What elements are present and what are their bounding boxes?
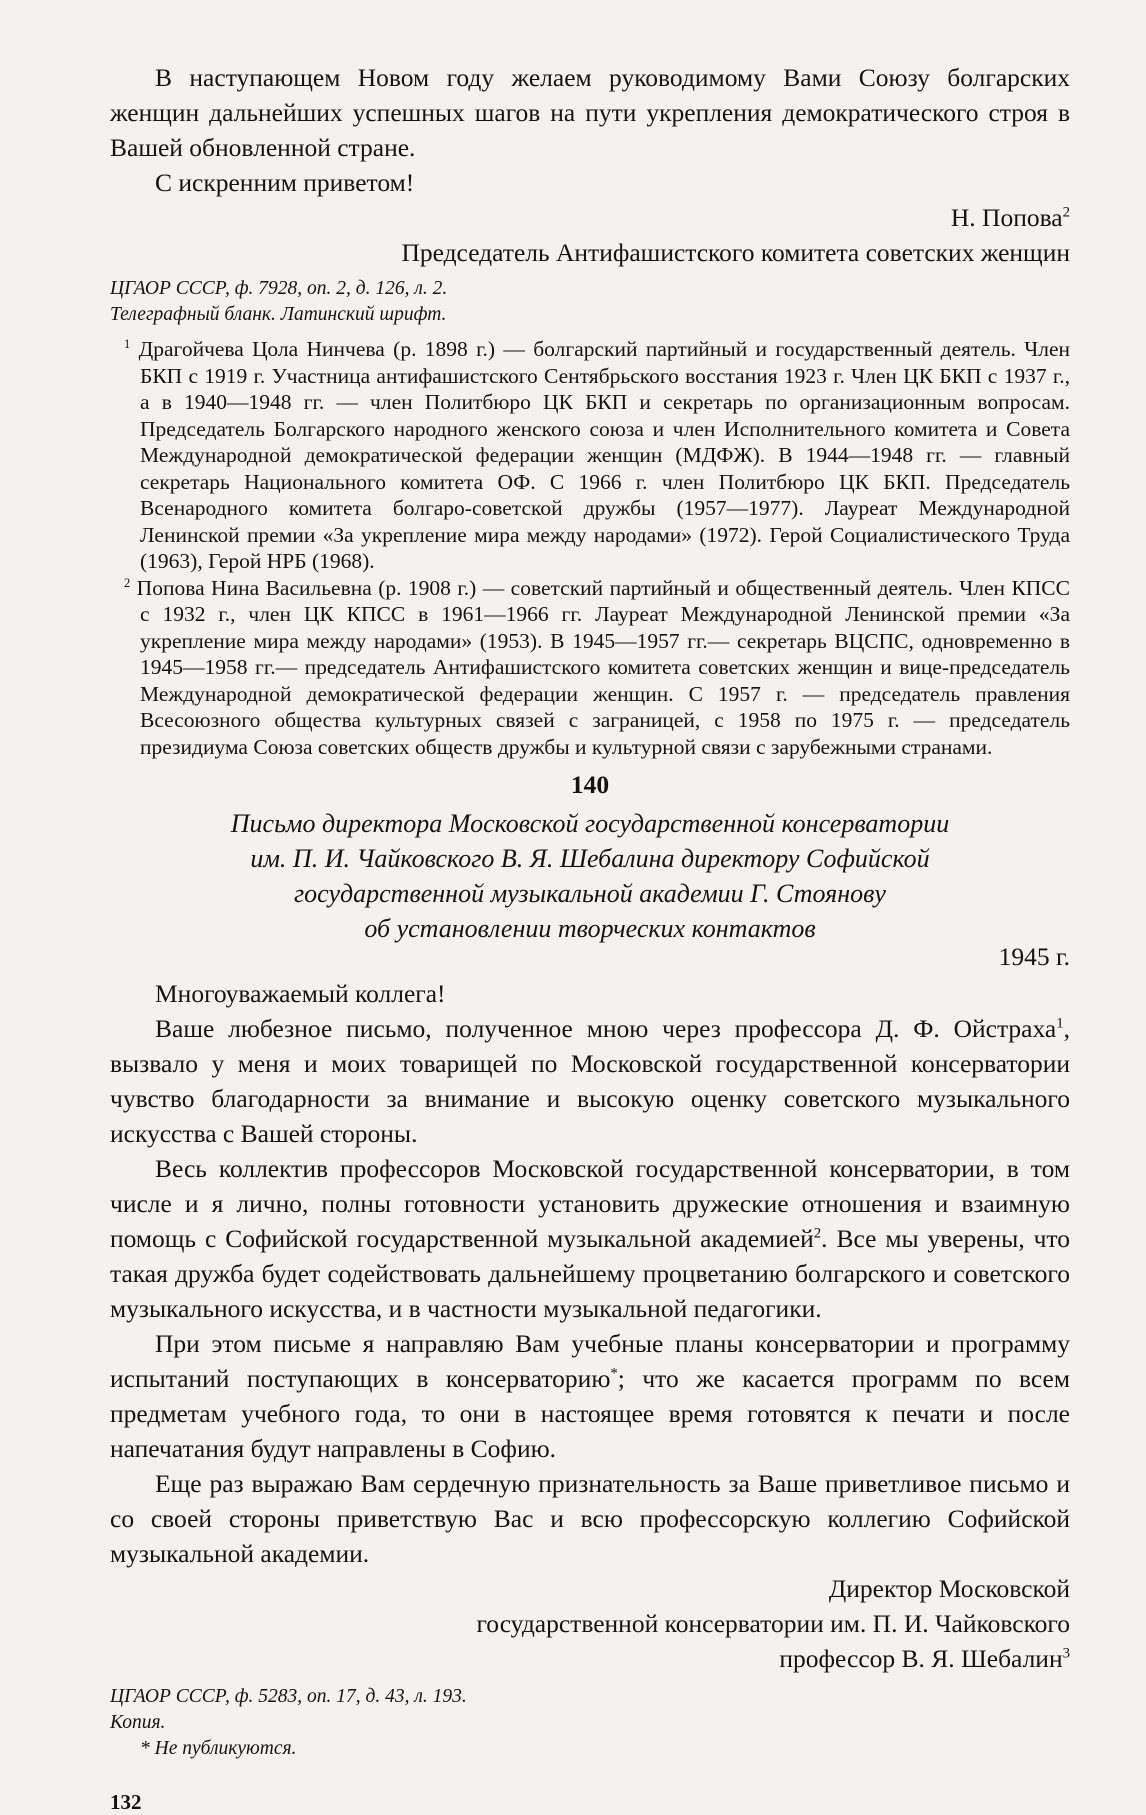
- letter-greeting: С искренним приветом!: [155, 168, 415, 197]
- letter-closing-paragraph: В наступающем Новом году желаем руководимому Вами Союзу болгарских женщин дальнейших успешных шагов на пути укрепления демократического строя в Вашей обновленной стране.: [110, 63, 1070, 162]
- salutation: Многоуважаемый коллега!: [155, 979, 446, 1008]
- document-number: 140: [570, 770, 610, 799]
- letter-signer: [110, 200, 1070, 235]
- document-page: [110, 60, 1070, 1815]
- archive-reference: ЦГАОР СССР, ф. 7928, оп. 2, д. 126, л. 2.: [110, 278, 448, 299]
- copy-note: Копия.: [110, 1712, 166, 1733]
- signature-block: Директор Московской государственной консерватории им. П. И. Чайковского профессор В. Я. Шебалин$^3$: [476, 1574, 1070, 1673]
- paragraph: Ваше любезное письмо, полученное мною через профессора Д. Ф. Ойстраха$^1$, вызвало у меня и моих товарищей по Московской государственной консерватории чувство благодарности за внимание и высокую оценку советского музыкального искусства с Вашей стороны.: [110, 1014, 1070, 1148]
- footnote-mark: 1: [1056, 1015, 1064, 1032]
- footnote-mark: *: [610, 1365, 618, 1382]
- paragraph: Весь коллектив профессоров Московской государственной консерватории, в том числе и я лично, полны готовности установить дружеские отношения и взаимную помощь с Софийской государственной музыкальной академией$^2$. Все мы уверены, что такая дружба будет содействовать дальнейшему процветанию болгарского и советского музыкального искусства, и в частности музыкальной педагогики.: [110, 1154, 1070, 1323]
- archive-form-note: Телеграфный бланк. Латинский шрифт.: [110, 304, 447, 325]
- footnote: $^1$ Драгойчева Цола Нинчева (р. 1898 г.) — болгарский партийный и государственный деятель. Член БКП с 1919 г. Участница антифашистского Сентябрьского восстания 1923 г. Член ЦК БКП с 1937 г., а в 1940—1948 гг. — член Политбюро ЦК БКП и секретарь по организационным вопросам. Председатель Болгарского народного женского союза и член Исполнительного комитета и Совета Международной демократической федерации женщин (МДФЖ). В 1944—1948 гг. — главный секретарь Национального комитета ОФ. С 1966 г. член Политбюро ЦК БКП. Председатель Всенародного комитета болгаро-советской дружбы (1957—1977). Лауреат Международной Ленинской премии «За укрепление мира между народами» (1972). Герой Социалистического Труда (1963), Герой НРБ (1968).: [124, 336, 1070, 573]
- document-title: Письмо директора Московской государственной консерватории им. П. И. Чайковского В. Я. Шебалина директору Софийской государственной музыкальной академии Г. Стоянову об установлении творческих контактов: [230, 809, 950, 943]
- page-number: 132: [110, 1790, 142, 1814]
- footnote-mark: 2: [813, 1225, 822, 1242]
- footnotes-block: [110, 336, 1070, 760]
- document-date: 1945 г.: [998, 942, 1070, 971]
- signer-footnote-mark: 2: [1062, 204, 1070, 221]
- footnote-mark: 3: [1062, 1645, 1070, 1662]
- paragraph: При этом письме я направляю Вам учебные планы консерватории и программу испытаний поступающих в консерваторию*; что же касается программ по всем предметам учебного года, то они в настоящее время готовятся к печати и после напечатания будут направлены в Софию.: [110, 1329, 1070, 1463]
- footnote: $^2$ Попова Нина Васильевна (р. 1908 г.) — советский партийный и общественный деятель. Член КПСС с 1932 г., член ЦК КПСС в 1961—1966 гг. Лауреат Международной Ленинской премии «За укрепление мира между народами» (1953). В 1945—1957 гг.— секретарь ВЦСПС, одновременно в 1945—1958 гг.— председатель Антифашистского комитета советских женщин и вице-председатель Международной демократической федерации женщин. С 1957 г. — председатель правления Всесоюзного общества культурных связей с заграницей, с 1958 по 1975 г. — председатель президиума Союза советских обществ дружбы и культурной связи с зарубежными странами.: [124, 575, 1070, 759]
- signer-name: Н. Попова: [950, 203, 1063, 232]
- paragraph: Еще раз выражаю Вам сердечную признательность за Ваше приветливое письмо и со своей стороны приветствую Вас и всю профессорскую коллегию Софийской музыкальной академии.: [110, 1469, 1070, 1568]
- signer-title: Председатель Антифашистского комитета советских женщин: [401, 238, 1070, 267]
- archive-reference: ЦГАОР СССР, ф. 5283, оп. 17, д. 43, л. 193.: [110, 1686, 467, 1707]
- footnote-star: * Не публикуются.: [140, 1738, 297, 1759]
